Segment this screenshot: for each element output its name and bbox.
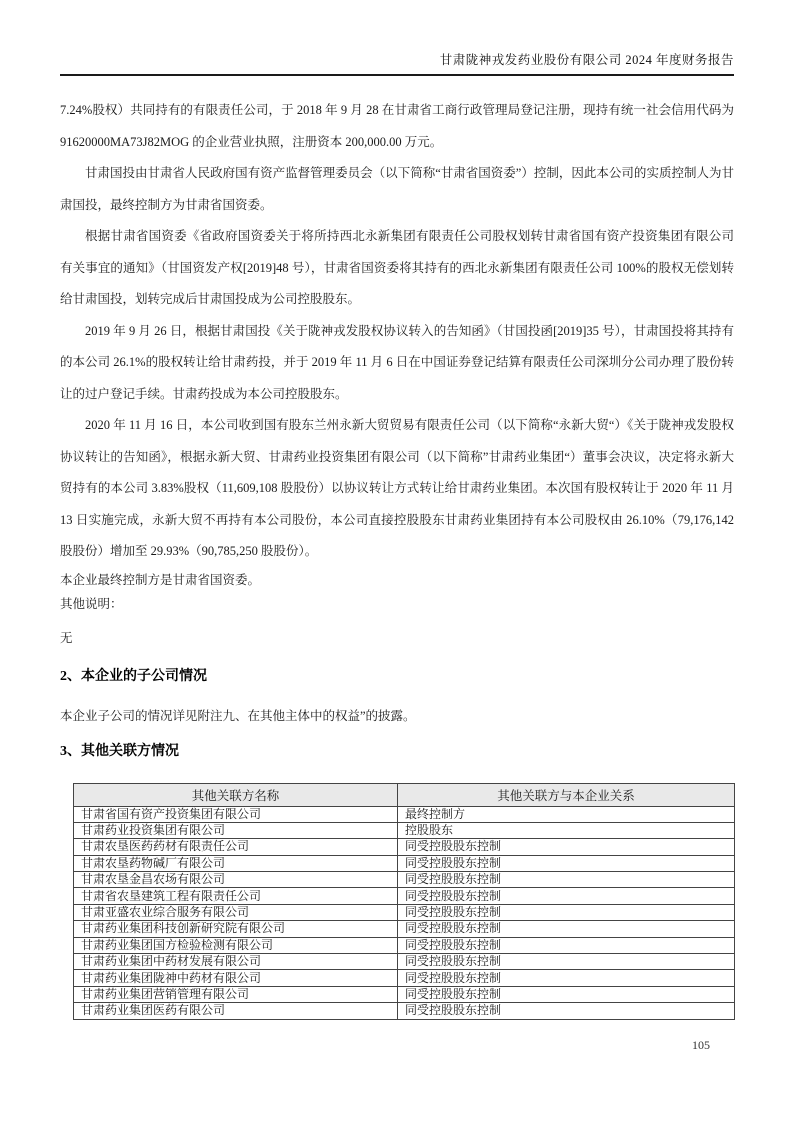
related-party-relation: 同受控股股东控制 bbox=[398, 872, 735, 888]
paragraph-transfer-2020: 2020 年 11 月 16 日，本公司收到国有股东兰州永新大贸贸易有限责任公司（以下简称“永新大贸“）《关于陇神戎发股权协议转让的告知函》，根据永新大贸、甘肃药业投资集团有限公司（以下简称”甘肃药业集团“）董事会决议，决定将永新大贸持有的本公司 3.83%股权（11,609,108 股股份）以协议转让方式转让给甘肃药业集团。本次国有股权转让于 2020 年 11 月 13 日实施完成，永新大贸不再持有本公司股份，本公司直接控股股东甘肃药业集团持有本公司股权由 26.10%（79,176,142 股股份）增加至 29.93%（90,785,250 股股份）。 bbox=[60, 418, 734, 558]
table-row bbox=[74, 986, 735, 1002]
page-content bbox=[60, 0, 734, 1020]
table-row bbox=[74, 822, 735, 838]
related-party-name: 甘肃省农垦建筑工程有限责任公司 bbox=[74, 888, 398, 904]
related-party-name: 甘肃药业集团医药有限公司 bbox=[74, 1003, 398, 1019]
table-row bbox=[74, 872, 735, 888]
column-header-relation: 其他关联方与本企业关系 bbox=[398, 783, 735, 806]
paragraph-registration: 7.24%股权）共同持有的有限责任公司，于 2018 年 9 月 28 在甘肃省工商行政管理局登记注册，现持有统一社会信用代码为 91620000MA73J82MOG 的企业营业执照，注册资本 200,000.00 万元。 bbox=[60, 103, 734, 149]
related-party-name: 甘肃农垦药物碱厂有限公司 bbox=[74, 855, 398, 871]
table-row bbox=[74, 888, 735, 904]
table-row bbox=[74, 904, 735, 920]
related-party-relation: 同受控股股东控制 bbox=[398, 986, 735, 1002]
related-party-relation: 同受控股股东控制 bbox=[398, 954, 735, 970]
related-parties-table bbox=[73, 783, 735, 1020]
related-party-name: 甘肃药业投资集团有限公司 bbox=[74, 822, 398, 838]
document-header-title: 甘肃陇神戎发药业股份有限公司 2024 年度财务报告 bbox=[439, 53, 734, 67]
table-row bbox=[74, 839, 735, 855]
related-party-relation: 同受控股股东控制 bbox=[398, 839, 735, 855]
table-row bbox=[74, 937, 735, 953]
related-party-name: 甘肃农垦医药药材有限责任公司 bbox=[74, 839, 398, 855]
section-2-paragraph: 本企业子公司的情况详见附注九、在其他主体中的权益”的披露。 bbox=[60, 708, 416, 723]
related-party-name: 甘肃药业集团陇神中药材有限公司 bbox=[74, 970, 398, 986]
table-row bbox=[74, 970, 735, 986]
related-party-relation: 同受控股股东控制 bbox=[398, 970, 735, 986]
related-party-relation: 同受控股股东控制 bbox=[398, 904, 735, 920]
paragraph-transfer-2019: 2019 年 9 月 26 日，根据甘肃国投《关于陇神戎发股权协议转入的告知函》（甘国投函[2019]35 号），甘肃国投将其持有的本公司 26.1%的股权转让给甘肃药投，并于 2019 年 11 月 6 日在中国证券登记结算有限责任公司深圳分公司办理了股份转让的过户登记手续。甘肃药投成为本公司控股股东。 bbox=[60, 323, 734, 401]
table-row bbox=[74, 806, 735, 822]
table-row bbox=[74, 855, 735, 871]
related-party-name: 甘肃药业集团营销管理有限公司 bbox=[74, 986, 398, 1002]
paragraph-control: 甘肃国投由甘肃省人民政府国有资产监督管理委员会（以下简称“甘肃省国资委”）控制，因此本公司的实质控制人为甘肃国投，最终控制方为甘肃省国资委。 bbox=[60, 166, 734, 212]
related-party-relation: 同受控股股东控制 bbox=[398, 937, 735, 953]
paragraph-transfer-2019-notice: 根据甘肃省国资委《省政府国资委关于将所持西北永新集团有限责任公司股权划转甘肃省国有资产投资集团有限公司有关事宜的通知》（甘国资发产权[2019]48 号），甘肃省国资委将其持有的西北永新集团有限责任公司 100%的股权无偿划转给甘肃国投，划转完成后甘肃国投成为公司控股股东。 bbox=[60, 229, 734, 306]
related-party-relation: 最终控制方 bbox=[398, 806, 735, 822]
related-party-relation: 控股股东 bbox=[398, 822, 735, 838]
column-header-name: 其他关联方名称 bbox=[74, 783, 398, 806]
related-party-name: 甘肃农垦金昌农场有限公司 bbox=[74, 872, 398, 888]
section-2-heading: 2、本企业的子公司情况 bbox=[60, 668, 207, 684]
related-party-name: 甘肃省国有资产投资集团有限公司 bbox=[74, 806, 398, 822]
header-divider bbox=[60, 74, 734, 76]
table-row bbox=[74, 954, 735, 970]
final-control-note: 本企业最终控制方是甘肃省国资委。 bbox=[60, 572, 261, 587]
section-3-heading: 3、其他关联方情况 bbox=[60, 743, 179, 759]
table-header-row bbox=[74, 783, 735, 806]
related-party-name: 甘肃药业集团科技创新研究院有限公司 bbox=[74, 921, 398, 937]
related-party-relation: 同受控股股东控制 bbox=[398, 921, 735, 937]
table-row bbox=[74, 1003, 735, 1019]
related-party-relation: 同受控股股东控制 bbox=[398, 888, 735, 904]
related-party-name: 甘肃药业集团中药材发展有限公司 bbox=[74, 954, 398, 970]
related-party-name: 甘肃药业集团国方检验检测有限公司 bbox=[74, 937, 398, 953]
related-party-relation: 同受控股股东控制 bbox=[398, 855, 735, 871]
page-number: 105 bbox=[692, 1038, 710, 1052]
other-note-label: 其他说明： bbox=[60, 596, 123, 611]
other-note-value: 无 bbox=[60, 630, 73, 645]
related-party-name: 甘肃亚盛农业综合服务有限公司 bbox=[74, 904, 398, 920]
table-row bbox=[74, 921, 735, 937]
related-party-relation: 同受控股股东控制 bbox=[398, 1003, 735, 1019]
